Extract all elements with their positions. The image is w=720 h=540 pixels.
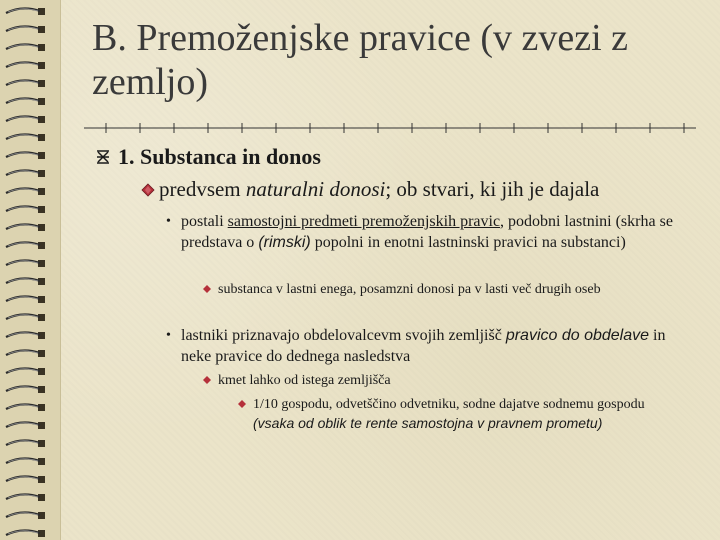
- text-part: lastniki priznavajo obdelovalcevm svojih zemljišč: [181, 327, 506, 344]
- italic-text: (rimski): [258, 234, 311, 251]
- point-kmet-lahko: [218, 371, 688, 390]
- text-part: substanca v lastni enega, posamzni donosi pa v lasti več drugih oseb: [218, 282, 601, 297]
- italic-text: (vsaka od oblik te rente samostojna v pravnem prometu): [253, 415, 603, 431]
- underlined-text: samostojni predmeti premoženjskih pravic: [227, 213, 501, 230]
- italic-text: naturalni donosi: [245, 177, 386, 201]
- heading-text: 1. Substanca in donos: [118, 144, 321, 169]
- dot-bullet-icon: •: [166, 214, 171, 229]
- text-part: ; ob stvari, ki jih je dajala: [385, 177, 600, 201]
- text-part: 1/10 gospodu, odvetščino odvetniku, sodne dajatve sodnemu gospodu: [253, 397, 645, 412]
- point-naturalni-donosi: [159, 177, 599, 202]
- point-substanca-v-lasti: [218, 280, 688, 299]
- text-part: , podobni lastnini (skrha se predstava o: [181, 213, 673, 251]
- text-part: predvsem: [159, 177, 246, 201]
- italic-text: pravico do obdelave: [505, 327, 650, 344]
- heading-substanca: [118, 144, 321, 170]
- point-gospodu-odvetniku: [253, 395, 673, 434]
- slide-title: B. Premoženjske pravice (v zvezi z zemljo): [92, 17, 628, 103]
- small-diamond-bullet-icon: [238, 400, 246, 408]
- text-part: kmet lahko od istega zemljišča: [218, 373, 391, 388]
- diamond-bullet-icon: [141, 183, 155, 197]
- small-diamond-bullet-icon: [203, 376, 211, 384]
- text-part: in neke pravice do dednega nasledstva: [181, 327, 666, 365]
- point-lastniki-priznavajo: [181, 325, 691, 367]
- text-part: popolni in enotni lastninski pravici na substanci): [310, 234, 626, 251]
- dot-bullet-icon: •: [166, 328, 171, 343]
- ornament-bullet-icon: [95, 149, 111, 165]
- small-diamond-bullet-icon: [203, 285, 211, 293]
- text-part: postali: [181, 213, 228, 230]
- point-samostojni-predmeti: [181, 211, 681, 253]
